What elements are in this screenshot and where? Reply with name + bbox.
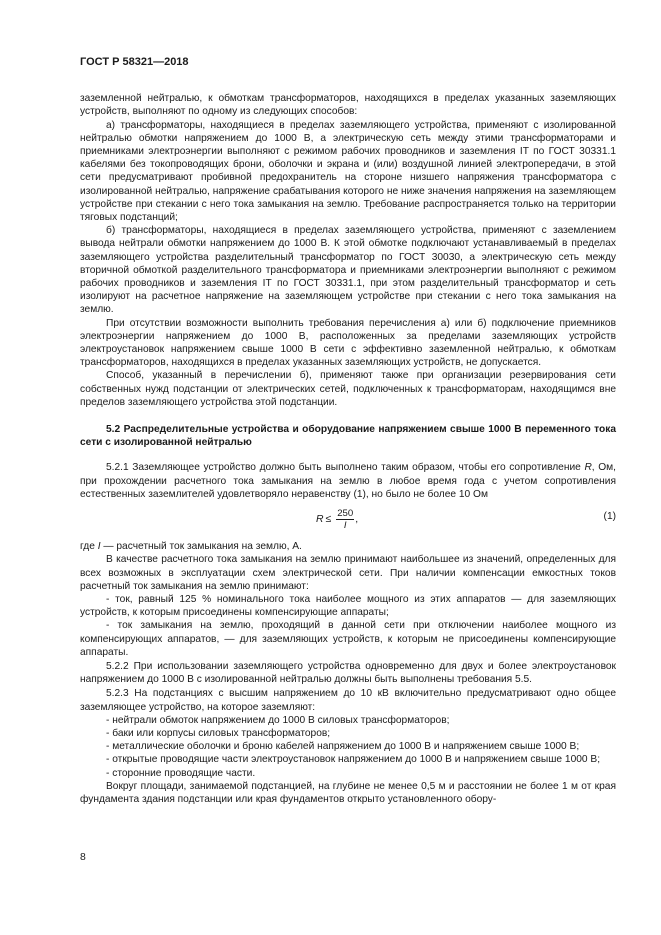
section-heading-5-2: 5.2 Распределительные устройства и оборудование напряжением свыше 1000 В переменного тока сети с изолированной нейтралью: [80, 424, 616, 449]
p521-text-b: , Ом, при прохождении расчетного тока замыкания на землю в любое время года с учетом сопротивления естественных заземлителей удовлетворяло неравенству (1), но было не более 10 Ом: [80, 462, 616, 500]
formula-1: [80, 504, 616, 538]
page-number: 8: [80, 852, 86, 863]
list-item-compensated: - ток, равный 125 % номинального тока наиболее мощного из этих аппаратов — для заземляющих устройств, к которым присоединены компенсирующие аппараты;: [80, 593, 616, 619]
where-text: — расчетный ток замыкания на землю, А.: [100, 541, 302, 553]
formula-expression: [316, 508, 358, 531]
formula-denominator: I: [343, 520, 347, 532]
paragraph-absence: При отсутствии возможности выполнить требования перечисления а) или б) подключение приемников электроэнергии напряжением до 1000 В, расположенных за пределами заземляющих устройств электроустановок напряжением свыше 1000 В сети с эффективно заземленной нейтралью, к обмоткам трансформаторов, находящихся в пределах указанных заземляющих устройств, не допускается.: [80, 317, 616, 369]
paragraph-intro: заземленной нейтралью, к обмоткам трансформаторов, находящихся в пределах указанных заземляющих устройств, выполняют по одному из следующих способов:: [80, 93, 616, 118]
document-header: ГОСТ Р 58321—2018: [80, 56, 189, 68]
list-item-523-2: - баки или корпусы силовых трансформаторов;: [106, 727, 331, 739]
paragraph-where: [80, 540, 616, 553]
p521-symbol-r: R: [584, 462, 592, 474]
paragraph-item-b: б) трансформаторы, находящиеся в пределах заземляющего устройства, применяют с заземлением вывода нейтрали обмотки напряжением до 1000 В. К этой обмотке подключают устанавливаемый в пределах заземляющего устройства разделительный трансформатор по ГОСТ 30030, а электрическую сеть между вторичной обмоткой разделительного трансформатора и приемниками электроэнергии выполняют с режимом рабочих проводников и заземления IT по ГОСТ 30331.1, при этом разделительный трансформатор и сеть изолируют на расчетное напряжение на заземляющем устройстве при стекании с него тока замыкания на землю.: [80, 225, 616, 316]
formula-fraction: [336, 508, 354, 531]
document-page: [80, 56, 616, 806]
paragraph-method: Способ, указанный в перечислении б), применяют также при организации резервирования сети собственных нужд подстанции от электрических сетей, подключенных к трансформаторам, находящимся вне пределов заземляющего устройства этой подстанции.: [80, 370, 616, 408]
p521-text-a: 5.2.1 Заземляющее устройство должно быть выполнено таким образом, чтобы его сопротивление: [106, 462, 585, 474]
formula-numerator: 250: [337, 508, 354, 520]
paragraph-5-2-3: 5.2.3 На подстанциях с высшим напряжением до 10 кВ включительно предусматривают одно общее заземляющее устройство, на которое заземляют:: [80, 688, 616, 713]
list-item-523-1: - нейтрали обмоток напряжением до 1000 В силовых трансформаторов;: [106, 714, 450, 726]
paragraph-5-2-2: 5.2.2 При использовании заземляющего устройства одновременно для двух и более электроустановок напряжением до 1000 В с изолированной нейтралью должны быть выполнены требования 5.5.: [80, 660, 616, 686]
formula-number: (1): [603, 511, 616, 523]
formula-lhs: R: [316, 513, 324, 525]
where-prefix: где: [80, 541, 98, 553]
formula-operator: ≤: [325, 513, 332, 525]
paragraph-item-a: а) трансформаторы, находящиеся в пределах заземляющего устройства, применяют с изолированной нейтралью обмотки напряжением до 1000 В, а электрическую сеть между этими трансформаторами и приемниками электроэнергии выполняют с режимом рабочих проводников и заземления IT по ГОСТ 30331.1 кабелями без токопроводящих брони, оболочки и экрана и (или) воздушной линией электропередачи, в этой сети предусматривают пробивной предохранитель на стороне низшего напряжения трансформатора с изолированной нейтралью, напряжение срабатывания которого не ниже значения напряжения на заземляющем устройстве при стекании с него тока замыкания на землю. Требование распространяется только на территории тяговых подстанций;: [80, 119, 616, 224]
paragraph-5-2-1: [80, 461, 616, 501]
list-item-523-5: - сторонние проводящие части.: [106, 767, 256, 779]
list-item-not-compensated: - ток замыкания на землю, проходящий в данной сети при отключении наиболее мощного из компенсирующих аппаратов, — для заземляющих устройств, к которым не присоединены компенсирующие аппараты.: [80, 620, 616, 658]
list-item-523-4: - открытые проводящие части электроустановок напряжением до 1000 В и напряжением свыше 1000 В;: [106, 754, 601, 766]
where-symbol-i: I: [97, 541, 101, 553]
paragraph-calc-current: В качестве расчетного тока замыкания на землю принимают наибольшее из значений, определенных для всех возможных в эксплуатации схем электрической сети. При наличии компенсации емкостных токов расчетный ток замыкания на землю принимают:: [80, 554, 616, 592]
paragraph-last: Вокруг площади, занимаемой подстанцией, на глубине не менее 0,5 м и расстоянии не более 1 м от края фундамента здания подстанции или края фундаментов открыто установленного обору-: [80, 780, 616, 805]
list-item-523-3: - металлические оболочки и броню кабелей напряжением до 1000 В и напряжением свыше 1000 В;: [106, 741, 580, 753]
formula-tail: ,: [355, 513, 359, 525]
